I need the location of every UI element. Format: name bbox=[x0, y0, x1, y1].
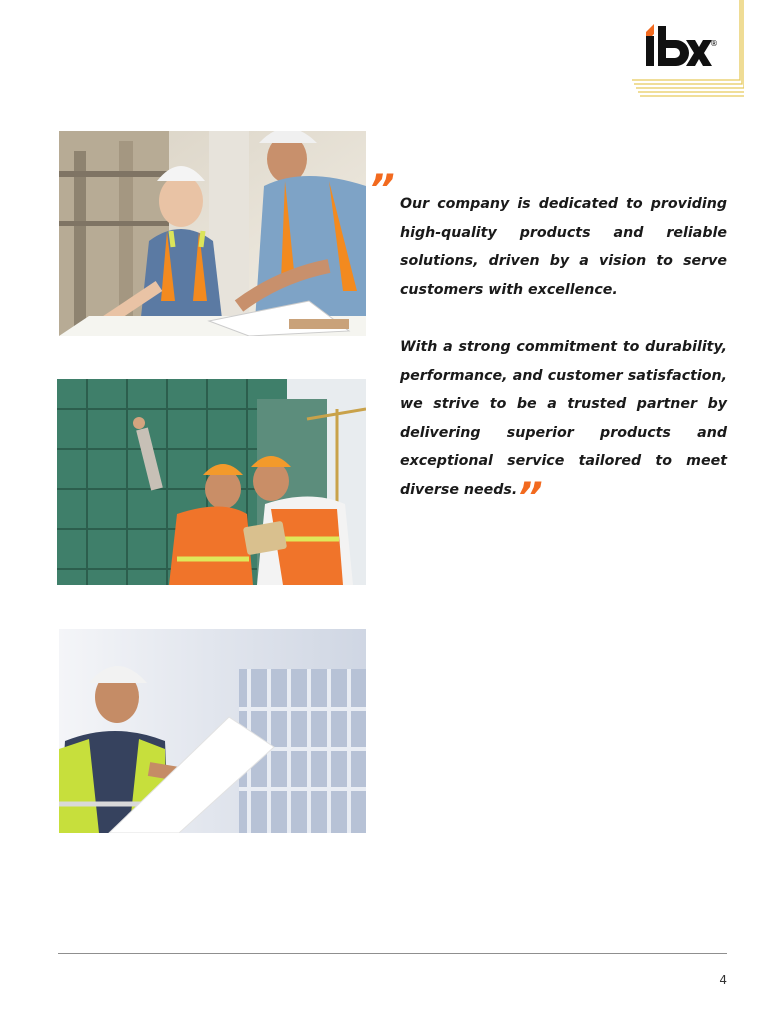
registered-mark: ® bbox=[710, 39, 717, 48]
page-number: 4 bbox=[719, 973, 727, 987]
quote-body bbox=[400, 190, 727, 505]
company-logo bbox=[644, 22, 717, 70]
logo-mark-icon bbox=[644, 22, 712, 70]
quote-paragraph-1: Our company is dedicated to providing high-quality products and reliable solutions, driven by a vision to serve customers with excellence. bbox=[400, 196, 727, 298]
close-quote-mark: ” bbox=[517, 475, 543, 521]
quote-paragraph-2: With a strong commitment to durability, performance, and customer satisfaction, we strive to be a trusted partner by delivering superior products and exceptional service tailored to meet diverse needs. bbox=[400, 338, 727, 498]
footer-divider bbox=[58, 953, 727, 954]
open-quote-mark: ” bbox=[369, 167, 395, 213]
worker-holding-blueprint-photo bbox=[59, 629, 366, 833]
engineers-at-building-site-photo bbox=[57, 379, 366, 585]
construction-site-engineers-photo bbox=[59, 131, 366, 336]
